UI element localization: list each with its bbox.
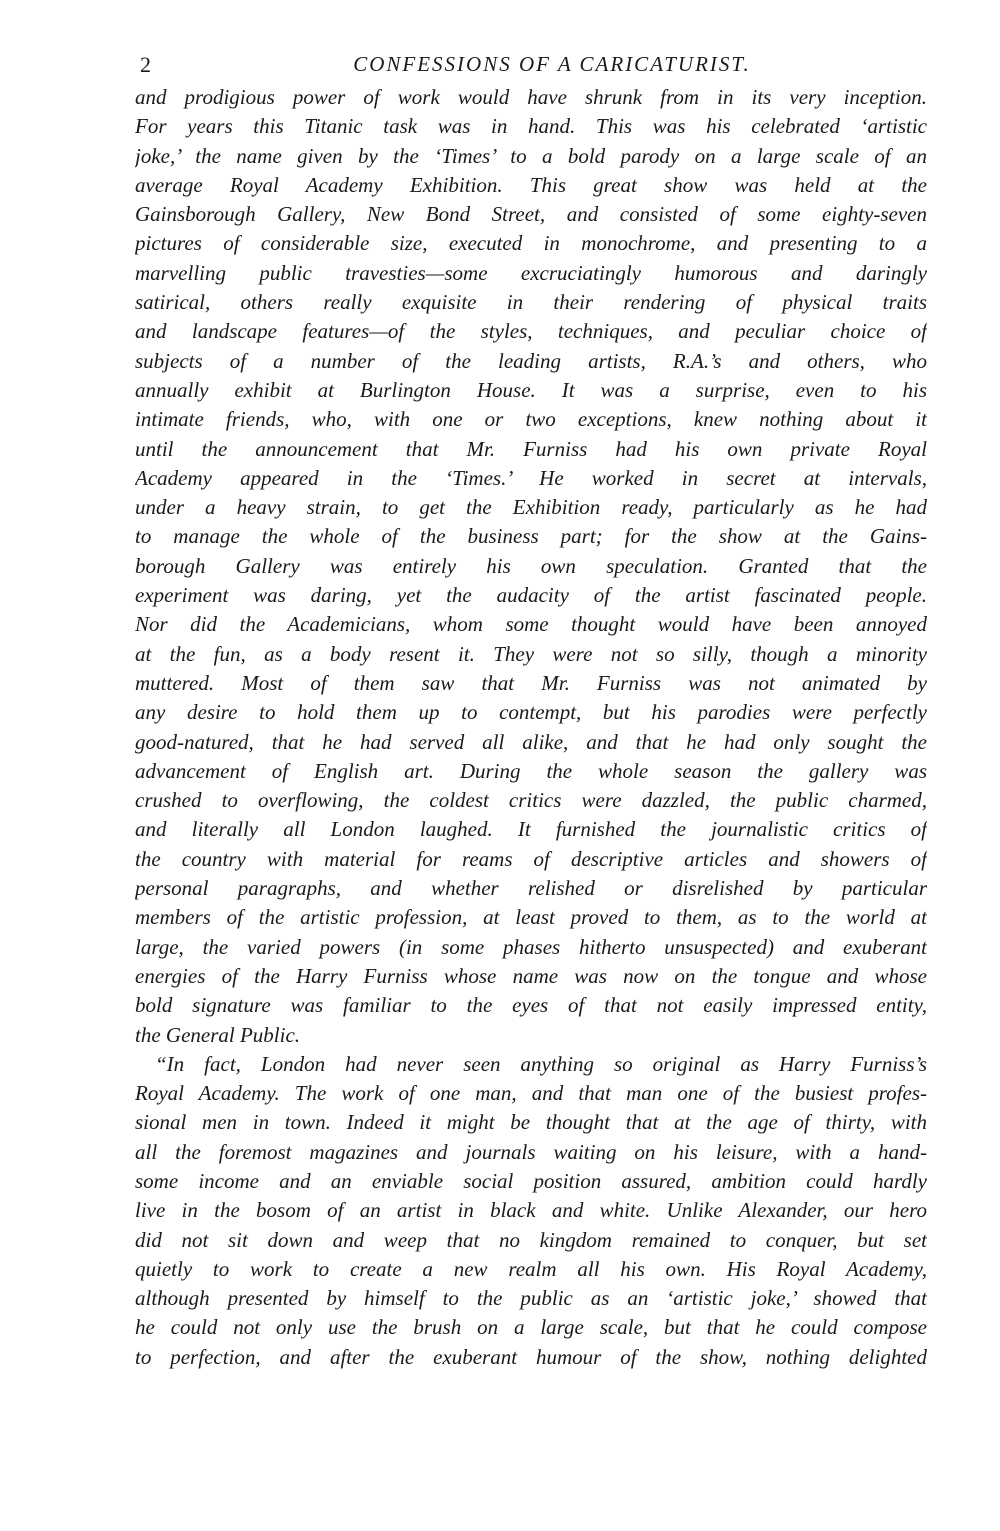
text-line: all the foremost magazines and journals waiting on his leisure, with a hand- — [135, 1139, 927, 1164]
running-header — [137, 52, 927, 82]
text-line: Royal Academy. The work of one man, and that man one of the busiest profes- — [135, 1081, 927, 1106]
text-line: bold signature was familiar to the eyes of that not easily impressed entity, — [135, 993, 927, 1018]
text-line: some income and an enviable social position assured, ambition could hardly — [135, 1168, 927, 1193]
text-line: although presented by himself to the public as an ‘artistic joke,’ showed that — [135, 1286, 927, 1311]
text-line: and prodigious power of work would have shrunk from in its very inception. — [135, 85, 927, 109]
text-line: joke,’ the name given by the ‘Times’ to a bold parody on a large scale of an — [135, 143, 927, 168]
text-line: any desire to hold them up to contempt, but his parodies were perfectly — [135, 700, 927, 725]
text-line: under a heavy strain, to get the Exhibition ready, particularly as he had — [135, 495, 927, 520]
text-line: quietly to work to create a new realm all his own. His Royal Academy, — [135, 1256, 927, 1281]
body-text — [135, 83, 927, 1372]
text-line: and landscape features—of the styles, techniques, and peculiar choice of — [135, 319, 927, 344]
text-line: borough Gallery was entirely his own speculation. Granted that the — [135, 553, 927, 578]
text-line: did not sit down and weep that no kingdom remained to conquer, but set — [135, 1227, 927, 1252]
text-line: subjects of a number of the leading artists, R.A.’s and others, who — [135, 348, 927, 373]
text-line: live in the bosom of an artist in black and white. Unlike Alexander, our hero — [135, 1198, 927, 1223]
text-line: at the fun, as a body resent it. They were not so silly, though a minority — [135, 641, 927, 666]
text-line: until the announcement that Mr. Furniss had his own private Royal — [135, 436, 927, 461]
text-line: Nor did the Academicians, whom some thought would have been annoyed — [135, 612, 927, 637]
text-line: the General Public. — [135, 1022, 301, 1047]
text-line: annually exhibit at Burlington House. It was a surprise, even to his — [135, 377, 927, 402]
text-line: energies of the Harry Furniss whose name was now on the tongue and whose — [135, 963, 927, 988]
text-line: “In fact, London had never seen anything so original as Harry Furniss’s — [155, 1051, 927, 1076]
text-line: For years this Titanic task was in hand. This was his celebrated ‘artistic — [135, 114, 927, 139]
text-line: to perfection, and after the exuberant humour of the show, nothing delighted — [135, 1344, 927, 1369]
text-line: pictures of considerable size, executed in monochrome, and presenting to a — [135, 231, 927, 256]
text-line: satirical, others really exquisite in their rendering of physical traits — [135, 290, 927, 315]
text-line: and literally all London laughed. It furnished the journalistic critics of — [135, 817, 927, 842]
text-line: members of the artistic profession, at least proved to them, as to the world at — [135, 905, 927, 930]
text-line: Academy appeared in the ‘Times.’ He worked in secret at intervals, — [135, 465, 927, 490]
text-line: intimate friends, who, with one or two exceptions, knew nothing about it — [135, 407, 927, 432]
page-number: 2 — [140, 52, 151, 77]
text-line: the country with material for reams of descriptive articles and showers of — [135, 846, 927, 871]
text-line: good-natured, that he had served all alike, and that he had only sought the — [135, 729, 927, 754]
text-line: to manage the whole of the business part; for the show at the Gains- — [135, 524, 927, 549]
text-line: Gainsborough Gallery, New Bond Street, and consisted of some eighty-seven — [135, 202, 927, 227]
text-line: sional men in town. Indeed it might be thought that at the age of thirty, with — [135, 1110, 927, 1135]
text-line: advancement of English art. During the whole season the gallery was — [135, 758, 927, 783]
running-title: CONFESSIONS OF A CARICATURIST. — [353, 52, 751, 76]
text-line: experiment was daring, yet the audacity of the artist fascinated people. — [135, 583, 927, 608]
text-line: average Royal Academy Exhibition. This great show was held at the — [135, 172, 927, 197]
text-line: muttered. Most of them saw that Mr. Furniss was not animated by — [135, 670, 927, 695]
text-line: marvelling public travesties—some excruciatingly humorous and daringly — [135, 260, 927, 285]
text-line: he could not only use the brush on a large scale, but that he could compose — [135, 1315, 927, 1340]
text-line: large, the varied powers (in some phases hitherto unsuspected) and exuberant — [135, 934, 927, 959]
text-line: crushed to overflowing, the coldest critics were dazzled, the public charmed, — [135, 788, 927, 813]
text-line: personal paragraphs, and whether relished or disrelished by particular — [135, 876, 927, 901]
